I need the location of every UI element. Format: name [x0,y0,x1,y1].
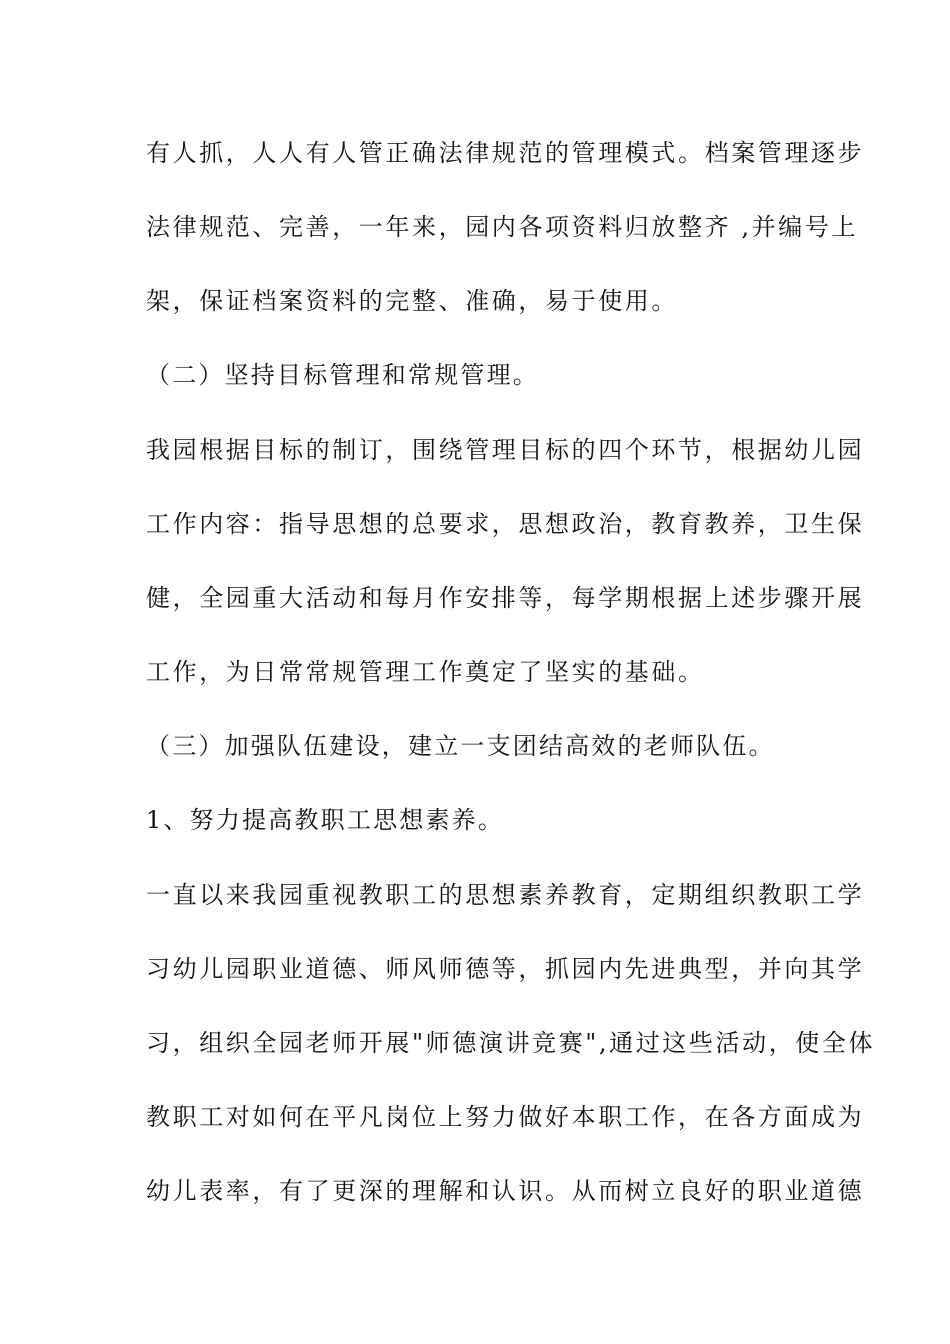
section-heading: （三）加强队伍建设，建立一支团结高效的老师队伍。 [146,732,775,760]
paragraph-line: 架，保证档案资料的完整、准确，易于使用。 [146,287,678,315]
paragraph-line: 健，全园重大活动和每月作安排等，每学期根据上述步骤开展 [146,584,865,612]
paragraph-line: 法律规范、完善，一年来，园内各项资料归放整齐 ,并编号上 [146,213,859,241]
paragraph-line: 一直以来我园重视教职工的思想素养教育，定期组织教职工学 [146,881,865,909]
paragraph-line: 工作，为日常常规管理工作奠定了坚实的基础。 [146,658,705,686]
paragraph-line: 教职工对如何在平凡岗位上努力做好本职工作，在各方面成为 [146,1103,865,1131]
paragraph-line: 有人抓，人人有人管正确法律规范的管理模式。档案管理逐步 [146,139,865,167]
paragraph-line: 习幼儿园职业道德、师风师德等，抓园内先进典型，并向其学 [146,955,865,983]
section-heading: （二）坚持目标管理和常规管理。 [146,361,539,389]
paragraph-line: 我园根据目标的制订，围绕管理目标的四个环节，根据幼儿园 [146,436,865,464]
paragraph-line: 工作内容：指导思想的总要求，思想政治，教育教养，卫生保 [146,510,865,538]
paragraph-line: 习，组织全园老师开展"师德演讲竞赛",通过这些活动，使全体 [146,1029,876,1057]
paragraph-line: 幼儿表率，有了更深的理解和认识。从而树立良好的职业道德 [146,1177,865,1205]
subsection-heading: 1、努力提高教职工思想素养。 [146,806,505,834]
